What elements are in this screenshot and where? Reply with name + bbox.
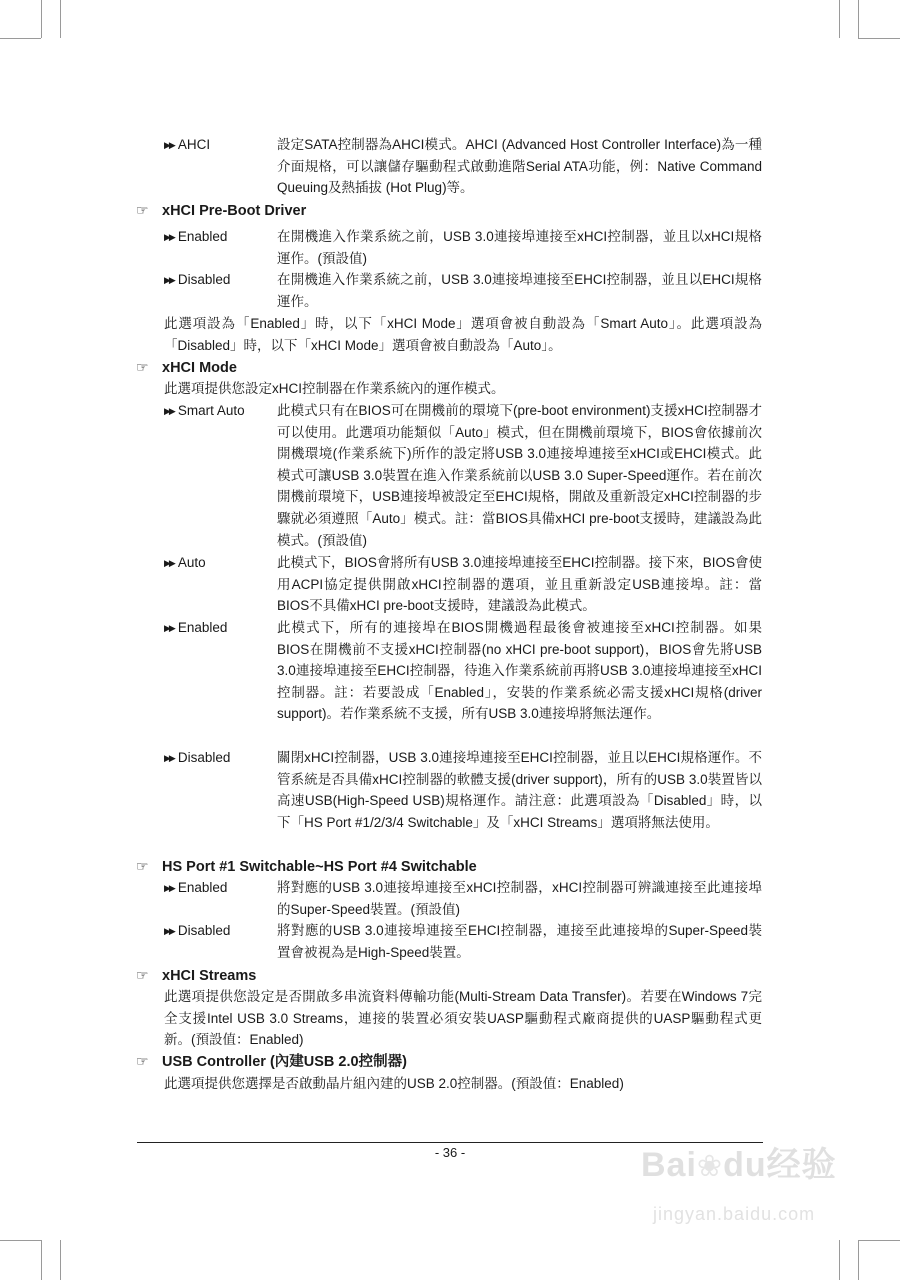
option-description: 關閉xHCI控制器，USB 3.0連接埠連接至EHCI控制器，並且以EHCI規格運作。不管系統是否具備xHCI控制器的軟體支援(driver support)，所有的USB 3.0裝置皆以高速USB(High-Speed USB)規格運作。請注意：此選項設為「Disabled」時，以下「HS Port #1/2/3/4 Switchable」及「xHCI Streams」選項將無法使用。 xyxy=(277,750,762,830)
double-right-arrow-icon: ▶▶ xyxy=(164,558,174,568)
baidu-watermark-logo: Bai❀du经验 xyxy=(641,1146,837,1184)
crop-mark xyxy=(858,0,859,38)
pointing-hand-icon: ☞ xyxy=(136,202,149,218)
option-label: ▶▶ Enabled xyxy=(164,226,227,249)
xhci-mode-enabled-item xyxy=(164,617,762,725)
pointing-hand-icon: ☞ xyxy=(136,967,149,983)
section-heading: ☞ USB Controller (內建USB 2.0控制器) xyxy=(136,1051,407,1074)
crop-mark xyxy=(858,38,900,39)
double-right-arrow-icon: ▶▶ xyxy=(164,232,174,242)
option-description: 此模式下，BIOS會將所有USB 3.0連接埠連接至EHCI控制器。接下來，BIOS會使用ACPI協定提供開啟xHCI控制器的選項，並且重新設定USB連接埠。註：當BIOS不具備xHCI pre-boot支援時，建議設為此模式。 xyxy=(277,555,762,614)
crop-mark xyxy=(41,0,42,38)
pointing-hand-icon: ☞ xyxy=(136,359,149,375)
option-label: ▶▶ Disabled xyxy=(164,269,230,292)
option-label: ▶▶ Disabled xyxy=(164,920,230,943)
option-description: 將對應的USB 3.0連接埠連接至EHCI控制器，連接至此連接埠的Super-Speed裝置會被視為是High-Speed裝置。 xyxy=(277,923,762,960)
option-description: 此模式下，所有的連接埠在BIOS開機過程最後會被連接至xHCI控制器。如果BIOS在開機前不支援xHCI控制器(no xHCI pre-boot support)，BIOS會先將USB 3.0連接埠連接至EHCI控制器，待進入作業系統前再將USB 3.0連接埠連接至xHCI控制器。註：若要設成「Enabled」，安裝的作業系統必需支援xHCI規格(driver support)。若作業系統不支援，所有USB 3.0連接埠將無法運作。 xyxy=(277,620,762,722)
paw-icon: ❀ xyxy=(696,1150,724,1183)
crop-mark xyxy=(839,1240,840,1280)
option-label: ▶▶ Auto xyxy=(164,552,206,575)
crop-mark xyxy=(858,1240,900,1241)
option-description: 在開機進入作業系統之前，USB 3.0連接埠連接至EHCI控制器，並且以EHCI規格運作。 xyxy=(277,272,762,309)
xhci-mode-smart-auto-item xyxy=(164,400,762,551)
xhci-preboot-note: 此選項設為「Enabled」時，以下「xHCI Mode」選項會被自動設為「Smart Auto」。此選項設為「Disabled」時，以下「xHCI Mode」選項會被自動設為「Auto」。 xyxy=(164,316,762,353)
crop-mark xyxy=(41,1240,42,1280)
option-label: ▶▶ Enabled xyxy=(164,877,227,900)
section-heading: ☞ xHCI Pre-Boot Driver xyxy=(136,200,306,223)
double-right-arrow-icon: ▶▶ xyxy=(164,753,174,763)
crop-mark xyxy=(0,1240,41,1241)
double-right-arrow-icon: ▶▶ xyxy=(164,406,174,416)
page-number: - 36 - xyxy=(434,1145,466,1160)
option-description: 設定SATA控制器為AHCI模式。AHCI (Advanced Host Controller Interface)為一種介面規格，可以讓儲存驅動程式啟動進階Serial ATA功能，例：Native Command Queuing及熱插拔 (Hot Plug)等。 xyxy=(277,137,762,196)
xhci-mode-description: 此選項提供您設定xHCI控制器在作業系統內的運作模式。 xyxy=(164,381,505,396)
crop-mark xyxy=(60,0,61,38)
xhci-preboot-enabled-item xyxy=(164,226,762,269)
option-description: 此模式只有在BIOS可在開機前的環境下(pre-boot environment)支援xHCI控制器才可以使用。此選項功能類似「Auto」模式，但在開機前環境下，BIOS會依據前次開機環境(作業系統下)所作的設定將USB 3.0連接埠連接至xHCI或EHCI模式。此模式可讓USB 3.0裝置在進入作業系統前以USB 3.0 Super-Speed運作。若在前次開機前環境下，USB連接埠被設定至EHCI規格，開啟及重新設定xHCI控制器的步驟就必須遵照「Auto」模式。註：當BIOS具備xHCI pre-boot支援時，建議設為此模式。(預設值) xyxy=(277,403,762,548)
double-right-arrow-icon: ▶▶ xyxy=(164,275,174,285)
pointing-hand-icon: ☞ xyxy=(136,1053,149,1069)
crop-mark xyxy=(839,0,840,38)
watermark-url: jingyan.baidu.com xyxy=(653,1204,816,1224)
double-right-arrow-icon: ▶▶ xyxy=(164,623,174,633)
option-description: 在開機進入作業系統之前，USB 3.0連接埠連接至xHCI控制器，並且以xHCI規格運作。(預設值) xyxy=(277,229,762,266)
option-label: ▶▶ Smart Auto xyxy=(164,400,245,423)
option-label: ▶▶ Enabled xyxy=(164,617,227,640)
crop-mark xyxy=(858,1240,859,1280)
usb-controller-description: 此選項提供您選擇是否啟動晶片組內建的USB 2.0控制器。(預設值：Enabled) xyxy=(164,1076,624,1091)
double-right-arrow-icon: ▶▶ xyxy=(164,883,174,893)
double-right-arrow-icon: ▶▶ xyxy=(164,140,174,150)
ahci-item xyxy=(164,134,762,199)
section-heading: ☞ HS Port #1 Switchable~HS Port #4 Switchable xyxy=(136,856,477,879)
xhci-mode-auto-item xyxy=(164,552,762,617)
hs-port-enabled-item xyxy=(164,877,762,920)
section-heading: ☞ xHCI Mode xyxy=(136,357,237,380)
xhci-preboot-disabled-item xyxy=(164,269,762,312)
double-right-arrow-icon: ▶▶ xyxy=(164,926,174,936)
option-label: ▶▶ AHCI xyxy=(164,134,210,157)
hs-port-disabled-item xyxy=(164,920,762,963)
xhci-streams-description: 此選項提供您設定是否開啟多串流資料傳輸功能(Multi-Stream Data Transfer)。若要在Windows 7完全支援Intel USB 3.0 Streams，連接的裝置必須安裝UASP驅動程式廠商提供的UASP驅動程式更新。(預設值：Enabled) xyxy=(164,989,762,1048)
option-label: ▶▶ Disabled xyxy=(164,747,230,770)
crop-mark xyxy=(0,38,41,39)
option-description: 將對應的USB 3.0連接埠連接至xHCI控制器，xHCI控制器可辨識連接至此連接埠的Super-Speed裝置。(預設值) xyxy=(277,880,762,917)
pointing-hand-icon: ☞ xyxy=(136,858,149,874)
section-heading: ☞ xHCI Streams xyxy=(136,965,256,988)
xhci-mode-disabled-item xyxy=(164,747,762,833)
crop-mark xyxy=(60,1240,61,1280)
